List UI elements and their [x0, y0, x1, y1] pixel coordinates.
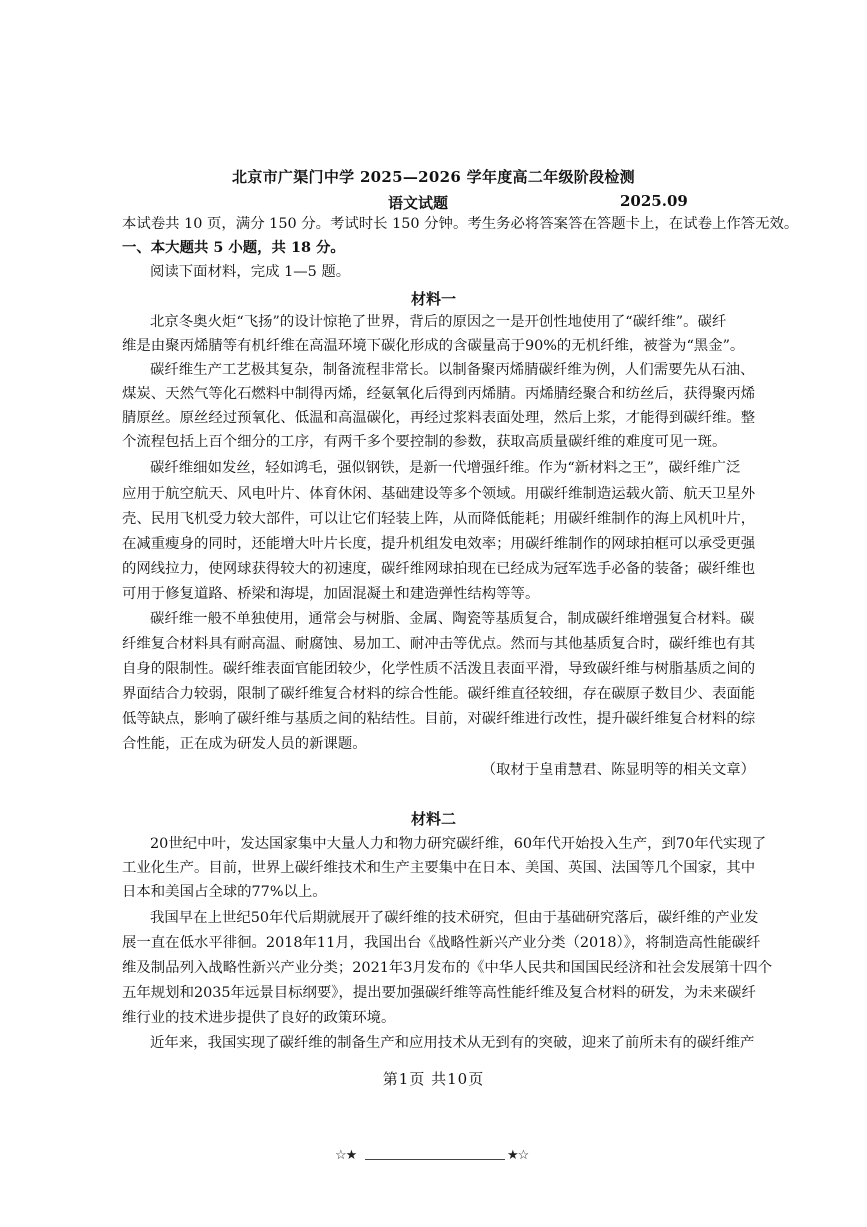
material1-heading: 材料一: [410, 290, 456, 308]
paragraph-line: 碳纤维生产工艺极其复杂，制备流程非常长。以制备聚丙烯腈碳纤维为例，人们需要先从石油、: [150, 362, 755, 378]
paragraph-line: 合性能，正在成为研发人员的新课题。: [122, 736, 367, 752]
section-heading: 一、本大题共 5 小题，共 18 分。: [122, 239, 345, 256]
footer-ornament: [335, 1150, 535, 1170]
paragraph-line: 碳纤维细如发丝，轻如鸿毛，强似钢铁，是新一代增强纤维。作为“新材料之王”，碳纤维广泛: [150, 460, 741, 476]
paragraph-line: 近年来，我国实现了碳纤维的制备生产和应用技术从无到有的突破，迎来了前所未有的碳纤维产: [150, 1035, 755, 1051]
paragraph-line: 腈原丝。原丝经过预氧化、低温和高温碳化，再经过浆料表面处理，然后上浆，才能得到碳纤维。整: [122, 410, 756, 426]
paragraph-line: 壳、民用飞机受力较大部件，可以让它们轻装上阵，从而降低能耗；用碳纤维制作的海上风机叶片，: [122, 511, 756, 527]
paragraph-line: 维行业的技术进步提供了良好的政策环境。: [122, 1010, 396, 1026]
paragraph-line: 我国早在上世纪50年代后期就展开了碳纤维的技术研究，但由于基础研究落后，碳纤维的产业发: [150, 910, 759, 926]
paragraph-line: 工业化生产。目前，世界上碳纤维技术和生产主要集中在日本、美国、英国、法国等几个国家，其中: [122, 860, 756, 876]
instruction-line: 本试卷共 10 页，满分 150 分。考试时长 150 分钟。考生务必将答案答在答题卡上，在试卷上作答无效。: [122, 216, 799, 232]
paragraph-line: 日本和美国占全球的77%以上。: [122, 884, 327, 900]
subject-label: 语文试题: [388, 194, 449, 212]
star-icon: ★☆: [507, 1148, 529, 1163]
paragraph-line: 煤炭、天然气等化石燃料中制得丙烯，经氨氧化后得到丙烯腈。丙烯腈经聚合和纺丝后，获得聚丙烯: [122, 386, 756, 402]
paragraph-line: 自身的限制性。碳纤维表面官能团较少，化学性质不活泼且表面平滑，导致碳纤维与树脂基质之间的: [122, 661, 756, 677]
paragraph-line: 五年规划和2035年远景目标纲要》，提出要加强碳纤维等高性能纤维及复合材料的研发，为未来碳纤: [122, 985, 756, 1001]
material2-heading: 材料二: [410, 810, 456, 828]
paragraph-line: 北京冬奥火炬“飞扬”的设计惊艳了世界，背后的原因之一是开创性地使用了“碳纤维”。碳纤: [150, 314, 727, 330]
paragraph-line: 可用于修复道路、桥梁和海堤，加固混凝土和建造弹性结构等等。: [122, 586, 540, 602]
star-icon: ☆★: [335, 1148, 357, 1163]
paragraph-line: 维及制品列入战略性新兴产业分类；2021年3月发布的《中华人民共和国国民经济和社会发展第十四个: [122, 960, 773, 976]
page-number: 第1页 共10页: [382, 1070, 485, 1088]
paragraph-line: 界面结合力较弱，限制了碳纤维复合材料的综合性能。碳纤维直径较细，存在碳原子数目少、表面能: [122, 686, 756, 702]
paragraph-line: 维是由聚丙烯腈等有机纤维在高温环境下碳化形成的含碳量高于90%的无机纤维，被誉为“黑金”。: [122, 338, 745, 354]
paragraph-line: 20世纪中叶，发达国家集中大量人力和物力研究碳纤维，60年代开始投入生产，到70年代实现了: [150, 836, 767, 852]
ornament-divider: [365, 1159, 505, 1160]
paragraph-line: 的网线拉力，使网球获得较大的初速度，碳纤维网球拍现在已经成为冠军选手必备的装备；碳纤维也: [122, 561, 756, 577]
paragraph-line: 展一直在低水平徘徊。2018年11月，我国出台《战略性新兴产业分类（2018）》，将制造高性能碳纤: [122, 935, 761, 951]
paragraph-line: 在减重瘦身的同时，还能增大叶片长度，提升机组发电效率；用碳纤维制作的网球拍框可以承受更强: [122, 536, 756, 552]
paragraph-line: 碳纤维一般不单独使用，通常会与树脂、金属、陶瓷等基质复合，制成碳纤维增强复合材料。碳: [150, 611, 755, 627]
paragraph-line: 个流程包括上百个细分的工序，有两千多个要控制的参数，获取高质量碳纤维的难度可见一斑。: [122, 434, 727, 450]
exam-date: 2025.09: [620, 192, 688, 210]
paragraph-line: 低等缺点，影响了碳纤维与基质之间的粘结性。目前，对碳纤维进行改性，提升碳纤维复合材料的综: [122, 711, 756, 727]
material1-source: （取材于皇甫慧君、陈显明等的相关文章）: [481, 762, 755, 778]
paragraph-line: 纤维复合材料具有耐高温、耐腐蚀、易加工、耐冲击等优点。然而与其他基质复合时，碳纤维也有其: [122, 636, 756, 652]
reading-instruction: 阅读下面材料，完成 1—5 题。: [150, 264, 351, 280]
exam-title: 北京市广渠门中学 2025—2026 学年度高二年级阶段检测: [232, 168, 635, 186]
paragraph-line: 应用于航空航天、风电叶片、体育休闲、基础建设等多个领域。用碳纤维制造运载火箭、航天卫星外: [122, 486, 756, 502]
